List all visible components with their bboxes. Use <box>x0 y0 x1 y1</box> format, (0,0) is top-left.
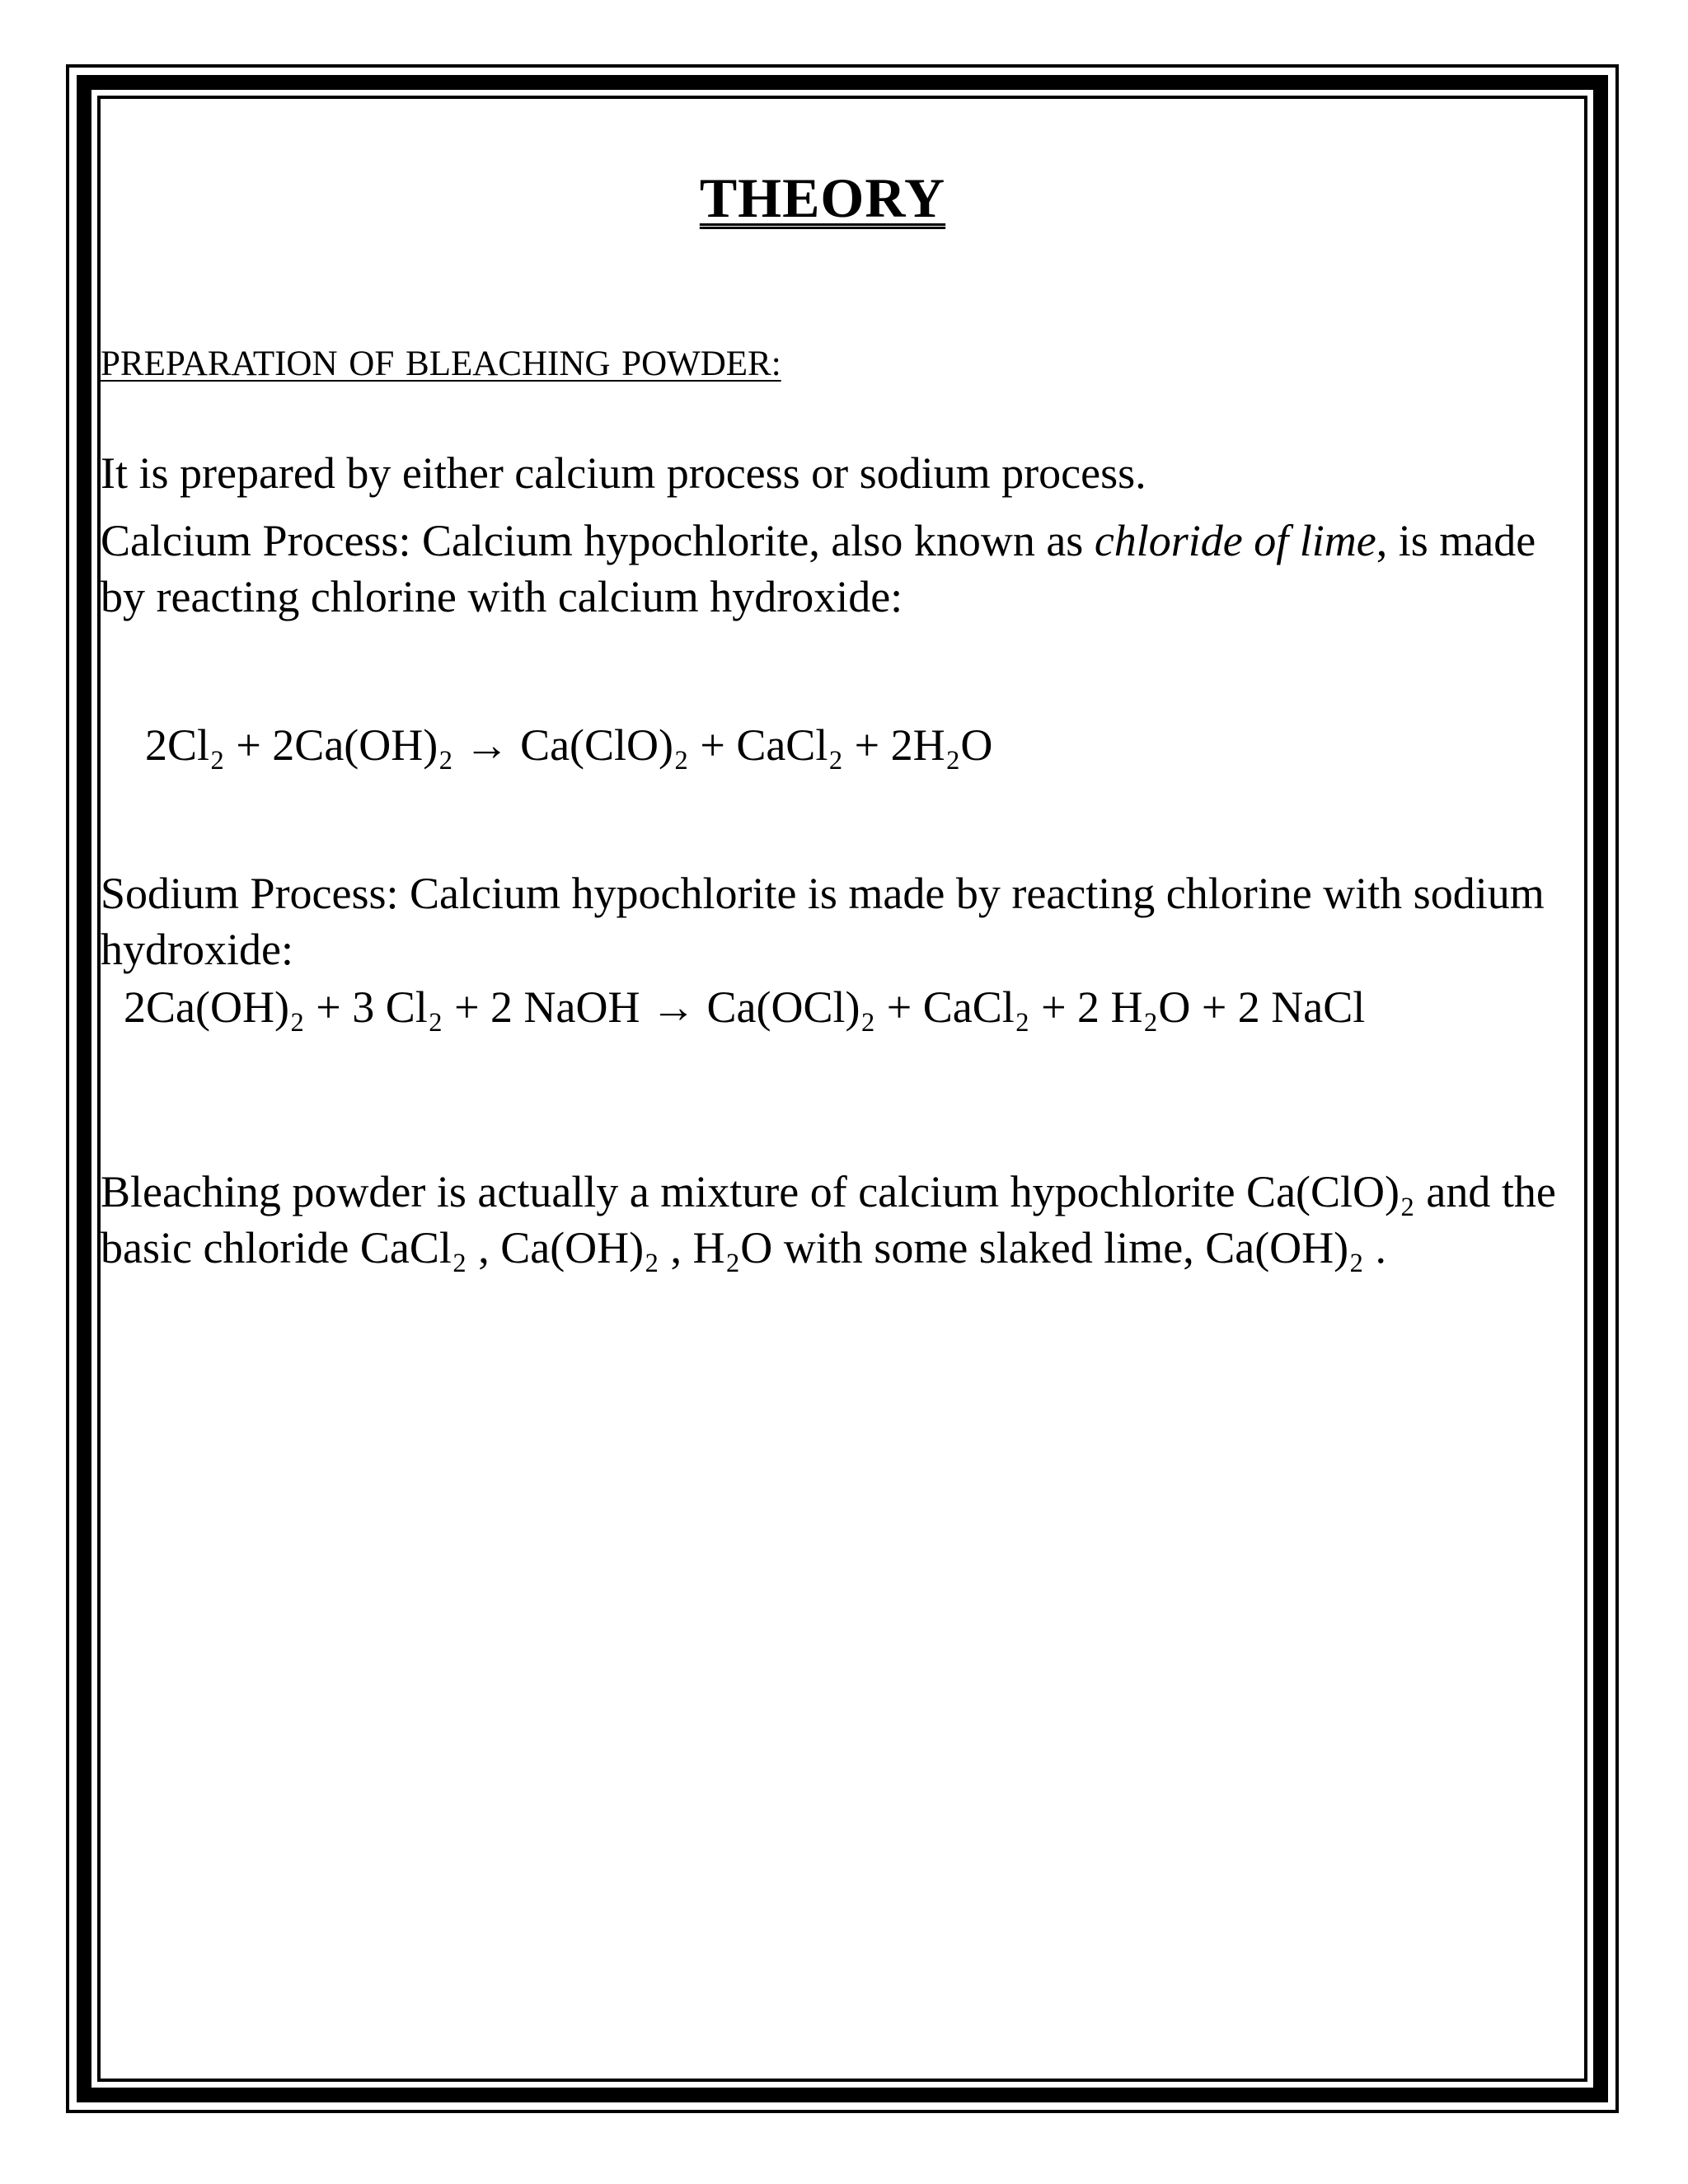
equation-sodium: 2Ca(OH)₂ + 3 Cl₂ + 2 NaOH → Ca(OCl)₂ + CaCl₂ + 2 H₂O + 2 NaCl <box>124 982 1366 1032</box>
sodium-process-paragraph: Sodium Process: Calcium hypochlorite is made by reacting chlorine with sodium hydroxide: <box>101 869 1545 974</box>
section-heading: PREPARATION OF BLEACHING POWDER: <box>101 344 781 383</box>
intro-paragraph: It is prepared by either calcium process or sodium process. <box>101 448 1146 498</box>
page-title: THEORY <box>699 166 946 229</box>
conclusion-paragraph: Bleaching powder is actually a mixture of calcium hypochlorite Ca(ClO)₂ and the basic chloride CaCl₂ , Ca(OH)₂ , H₂O with some slaked lime, Ca(OH)₂ . <box>101 1167 1556 1272</box>
equation-calcium: 2Cl₂ + 2Ca(OH)₂ → Ca(ClO)₂ + CaCl₂ + 2H₂O <box>145 720 993 770</box>
page-border-inner <box>97 96 1587 2082</box>
calcium-text-before: Calcium Process: Calcium hypochlorite, also known as <box>101 516 1095 565</box>
calcium-process-paragraph <box>101 513 1580 625</box>
calcium-italic-term: chloride of lime <box>1094 516 1376 565</box>
calcium-text-after: , is made by reacting chlorine with calcium hydroxide: <box>101 516 1536 621</box>
